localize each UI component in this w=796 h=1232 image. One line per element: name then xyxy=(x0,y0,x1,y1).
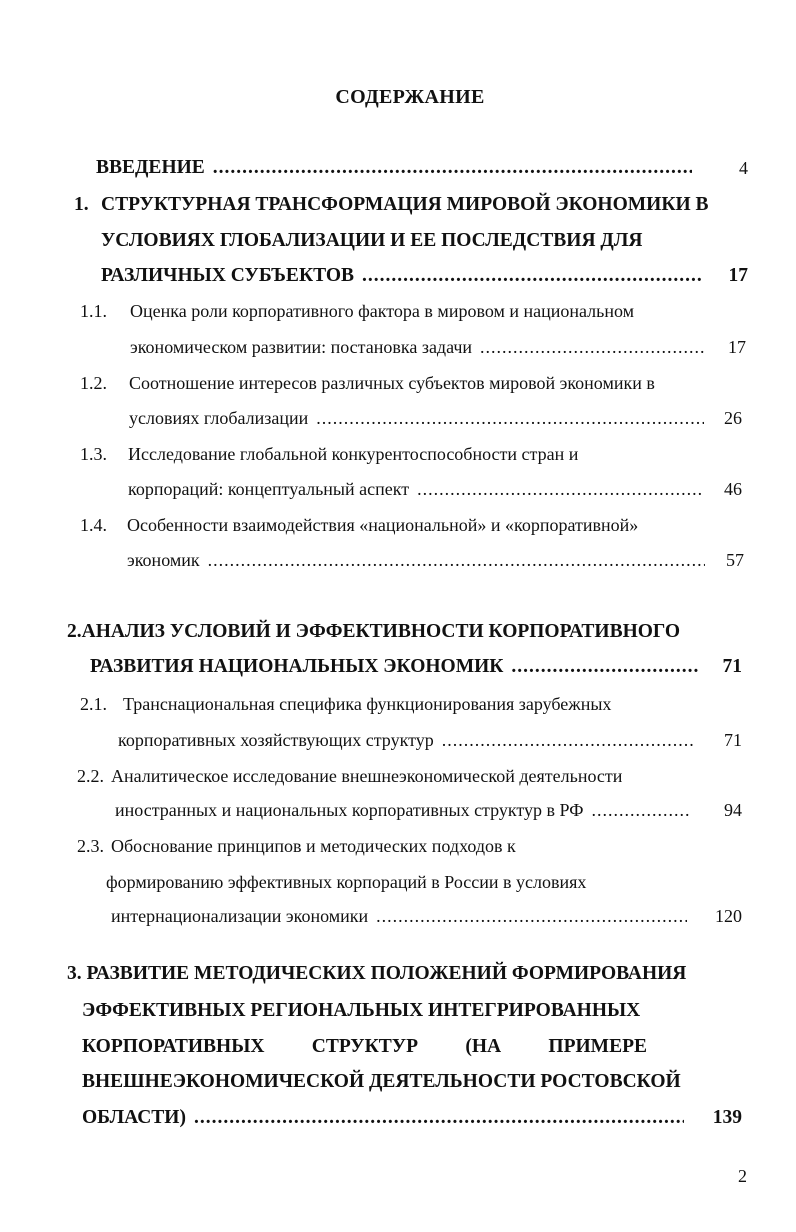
toc-page-number: 71 xyxy=(722,656,742,677)
section-title-line: корпоративных хозяйствующих структур xyxy=(118,730,434,750)
chapter-title-line: ОБЛАСТИ) xyxy=(82,1107,186,1128)
section-number: 1.4. xyxy=(80,515,107,535)
chapter-title-line: ВНЕШНЕЭКОНОМИЧЕСКОЙ ДЕЯТЕЛЬНОСТИ РОСТОВСКОЙ xyxy=(82,1071,681,1092)
section-title-line: Оценка роли корпоративного фактора в мировом и национальном xyxy=(130,301,635,321)
toc-page-number: 94 xyxy=(724,800,742,820)
section-number: 1.2. xyxy=(80,373,107,393)
dot-leader xyxy=(194,1106,684,1130)
section-title-line: корпораций: концептуальный аспект xyxy=(128,479,410,499)
section-title-line: формированию эффективных корпораций в России в условиях xyxy=(106,872,587,892)
dot-leader xyxy=(376,904,687,928)
chapter-title-line: 3. РАЗВИТИЕ МЕТОДИЧЕСКИХ ПОЛОЖЕНИЙ ФОРМИРОВАНИЯ xyxy=(67,963,687,984)
title-word: (НА xyxy=(465,1036,502,1057)
section-title-line: интернационализации экономики xyxy=(111,906,369,926)
toc-page-number: 71 xyxy=(724,730,742,750)
page-number: 2 xyxy=(738,1166,747,1186)
section-number: 1.1. xyxy=(80,301,107,321)
section-title-line: Особенности взаимодействия «национальной» и «корпоративной» xyxy=(127,515,639,535)
toc-entry-label: ВВЕДЕНИЕ xyxy=(96,157,205,178)
toc-page-number: 17 xyxy=(728,265,748,286)
section-title-line: Соотношение интересов различных субъектов мировой экономики в xyxy=(129,373,655,393)
title-word: КОРПОРАТИВНЫХ xyxy=(82,1036,265,1057)
page-title: СОДЕРЖАНИЕ xyxy=(335,86,485,108)
dot-leader xyxy=(213,156,692,180)
chapter-title-line: СТРУКТУРНАЯ ТРАНСФОРМАЦИЯ МИРОВОЙ ЭКОНОМИКИ В xyxy=(101,194,709,215)
toc-entry-section-1-3[interactable] xyxy=(128,477,705,501)
section-title-line: экономическом развитии: постановка задачи xyxy=(130,337,473,357)
chapter-title-line: УСЛОВИЯХ ГЛОБАЛИЗАЦИИ И ЕЕ ПОСЛЕДСТВИЯ ДЛЯ xyxy=(101,230,643,251)
dot-leader xyxy=(208,548,705,572)
chapter-title-justified-line xyxy=(82,1035,647,1059)
section-title-line: экономик xyxy=(127,550,200,570)
dot-leader xyxy=(591,798,691,822)
toc-entry-section-1-4[interactable] xyxy=(127,548,709,572)
section-title-line: Обоснование принципов и методических подходов к xyxy=(111,836,516,856)
toc-entry-chapter-2[interactable] xyxy=(90,655,702,679)
dot-leader xyxy=(511,655,698,679)
toc-page-number: 139 xyxy=(712,1107,742,1128)
section-title-line: иностранных и национальных корпоративных структур в РФ xyxy=(115,800,584,820)
section-title-line: Транснациональная специфика функционирования зарубежных xyxy=(123,694,612,714)
toc-entry-chapter-1[interactable] xyxy=(101,264,706,288)
toc-entry-section-2-1[interactable] xyxy=(118,728,698,752)
toc-page-number: 26 xyxy=(724,408,742,428)
toc-page-number: 120 xyxy=(715,906,742,926)
section-number: 2.3. xyxy=(77,836,104,856)
dot-leader xyxy=(480,335,704,359)
section-number: 2.1. xyxy=(80,694,107,714)
chapter-title-line: ЭФФЕКТИВНЫХ РЕГИОНАЛЬНЫХ ИНТЕГРИРОВАННЫХ xyxy=(82,1000,641,1021)
toc-page-number: 46 xyxy=(724,479,742,499)
toc-page-number: 17 xyxy=(728,337,746,357)
section-number: 1.3. xyxy=(80,444,107,464)
toc-entry-section-2-2[interactable] xyxy=(115,798,695,822)
toc-entry-section-1-2[interactable] xyxy=(129,406,708,430)
chapter-title-line: 2.АНАЛИЗ УСЛОВИЙ И ЭФФЕКТИВНОСТИ КОРПОРАТИВНОГО xyxy=(67,621,680,642)
chapter-number: 1. xyxy=(74,194,89,215)
toc-entry-section-2-3[interactable] xyxy=(111,904,691,928)
toc-page-number: 4 xyxy=(739,158,748,178)
title-word: СТРУКТУР xyxy=(311,1036,418,1057)
section-title-line: Исследование глобальной конкурентоспособности стран и xyxy=(128,444,579,464)
dot-leader xyxy=(362,264,702,288)
section-title-line: Аналитическое исследование внешнеэкономической деятельности xyxy=(111,766,623,786)
toc-entry-intro[interactable] xyxy=(96,156,696,180)
dot-leader xyxy=(417,477,701,501)
section-title-line: условиях глобализации xyxy=(129,408,309,428)
toc-entry-section-1-1[interactable] xyxy=(130,335,708,359)
dot-leader xyxy=(316,406,704,430)
chapter-title-line: РАЗЛИЧНЫХ СУБЪЕКТОВ xyxy=(101,265,355,286)
section-number: 2.2. xyxy=(77,766,104,786)
toc-page-number: 57 xyxy=(726,550,744,570)
dot-leader xyxy=(442,728,694,752)
chapter-title-line: РАЗВИТИЯ НАЦИОНАЛЬНЫХ ЭКОНОМИК xyxy=(90,656,504,677)
title-word: ПРИМЕРЕ xyxy=(548,1036,647,1057)
toc-entry-chapter-3[interactable] xyxy=(82,1106,688,1130)
